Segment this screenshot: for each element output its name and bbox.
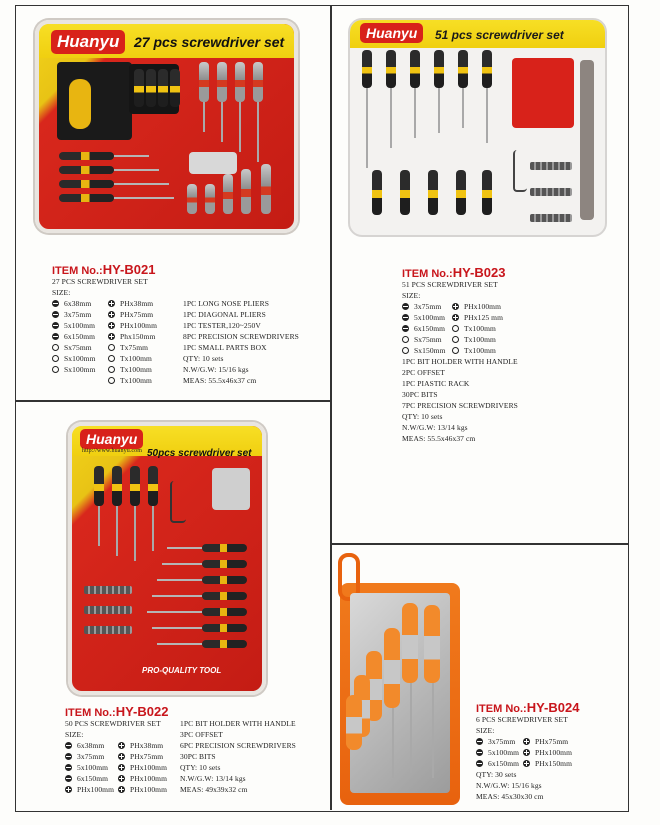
size-label-b023: SIZE: — [402, 291, 421, 300]
spec-line: PHx100mm — [118, 762, 167, 773]
brand-logo-b023: Huanyu — [360, 23, 423, 43]
ph-bit-icon — [452, 303, 459, 310]
slot-bit-icon — [65, 753, 72, 760]
spec-line: PHx75mm — [108, 309, 157, 320]
brand-logo-b022: Huanyu — [80, 429, 143, 449]
spec-line: PHx100mm — [523, 747, 572, 758]
brand-url-b022: http://www.huanyu.com — [82, 448, 143, 454]
spec-line: Sx75mm — [52, 342, 96, 353]
spec-line: N.W/G.W: 15/16 kgs — [476, 781, 542, 790]
ph-bit-icon — [108, 300, 115, 307]
tx-bit-icon — [108, 366, 115, 373]
sx-bit-icon — [52, 366, 59, 373]
product-title-b022: 50pcs screwdriver set — [147, 448, 252, 459]
product-image-b023 — [348, 18, 607, 237]
size-col2-b024 — [523, 736, 572, 769]
spec-line: N.W/G.W: 13/14 kgs — [180, 774, 246, 783]
column-divider — [330, 5, 332, 810]
slot-bit-icon — [52, 300, 59, 307]
item-number-b023: ITEM No.:HY-B023 — [402, 265, 506, 280]
spec-line: QTY: 30 sets — [476, 770, 517, 779]
product-name-b021: 27 PCS SCREWDRIVER SET — [52, 277, 148, 286]
spec-line: 6x150mm — [476, 758, 519, 769]
contents-b021 — [183, 298, 299, 386]
product-name-b023: 51 PCS SCREWDRIVER SET — [402, 280, 498, 289]
size-col2-b021 — [108, 298, 157, 386]
product-title-b023: 51 pcs screwdriver set — [435, 28, 564, 42]
spec-line: 1PC SMALL PARTS BOX — [183, 343, 267, 352]
pliers-icon — [69, 79, 91, 129]
ph-bit-icon — [65, 786, 72, 793]
ph-bit-icon — [118, 775, 125, 782]
spec-line: N.W/G.W: 13/14 kgs — [402, 423, 468, 432]
spec-line: 6PC PRECISION SCREWDRIVERS — [180, 741, 296, 750]
slot-bit-icon — [52, 311, 59, 318]
right-row-divider — [330, 543, 628, 545]
slot-bit-icon — [65, 775, 72, 782]
spec-line: Tx100mm — [108, 364, 157, 375]
spec-line: 1PC BIT HOLDER WITH HANDLE — [180, 719, 296, 728]
spec-line: MEAS: 49x39x32 cm — [180, 785, 248, 794]
spec-line: 3x75mm — [402, 301, 446, 312]
product-image-b024 — [340, 583, 460, 805]
tx-bit-icon — [108, 344, 115, 351]
slot-bit-icon — [65, 742, 72, 749]
ph-bit-icon — [452, 314, 459, 321]
slot-bit-icon — [402, 325, 409, 332]
spec-line: Tx100mm — [452, 334, 503, 345]
spec-line: 3x75mm — [476, 736, 519, 747]
precision-driver-case — [212, 468, 250, 510]
spec-line: QTY: 10 sets — [180, 763, 221, 772]
spec-line: Tx100mm — [452, 345, 503, 356]
spec-line: 6x38mm — [65, 740, 114, 751]
spec-line: 1PC BIT HOLDER WITH HANDLE — [402, 357, 518, 366]
spec-line: Tx75mm — [108, 342, 157, 353]
contents-b024 — [476, 769, 544, 802]
sx-bit-icon — [52, 355, 59, 362]
size-col2-b022 — [118, 740, 167, 795]
spec-line: Phx150mm — [108, 331, 157, 342]
tx-bit-icon — [452, 336, 459, 343]
left-row-divider — [15, 400, 331, 402]
spec-line: 2PC OFFSET — [402, 368, 445, 377]
size-label-b024: SIZE: — [476, 726, 495, 735]
slot-bit-icon — [476, 738, 483, 745]
tx-bit-icon — [452, 347, 459, 354]
item-number-b024: ITEM No.:HY-B024 — [476, 700, 580, 715]
spec-line: 5x100mm — [402, 312, 446, 323]
spec-line: 6x150mm — [52, 331, 96, 342]
spec-line: 6x38mm — [52, 298, 96, 309]
slot-bit-icon — [476, 749, 483, 756]
spec-line: QTY: 10 sets — [183, 354, 224, 363]
spec-line: Sx100mm — [52, 364, 96, 375]
item-number-b022: ITEM No.:HY-B022 — [65, 704, 169, 719]
spec-line: PHx100mm — [65, 784, 114, 795]
product-name-b024: 6 PCS SCREWDRIVER SET — [476, 715, 568, 724]
spec-line: 6x150mm — [402, 323, 446, 334]
spec-line: 7PC PRECISION SCREWDRIVERS — [402, 401, 518, 410]
spec-line: Sx100mm — [52, 353, 96, 364]
spec-line: N.W/G.W: 15/16 kgs — [183, 365, 249, 374]
spec-line: 1PC LONG NOSE PLIERS — [183, 299, 269, 308]
spec-line: 3x75mm — [52, 309, 96, 320]
spec-line: MEAS: 55.5x46x37 cm — [402, 434, 476, 443]
offset-driver — [513, 150, 527, 192]
spec-line: PHx100mm — [452, 301, 503, 312]
spec-line: PHx38mm — [108, 298, 157, 309]
spec-line: Tx100mm — [108, 375, 157, 386]
product-image-b022 — [68, 422, 266, 695]
contents-b023 — [402, 356, 518, 444]
product-title-b021: 27 pcs screwdriver set — [134, 34, 285, 50]
spec-line: 1PC TESTER,120~250V — [183, 321, 261, 330]
product-image-b021 — [35, 20, 298, 233]
spec-line: 30PC BITS — [180, 752, 216, 761]
bit-holder — [580, 60, 594, 220]
tx-bit-icon — [452, 325, 459, 332]
spec-line: 1PC PIASTIC RACK — [402, 379, 470, 388]
small-parts-box — [189, 152, 237, 174]
contents-b022 — [180, 718, 296, 795]
product-name-b022: 50 PCS SCREWDRIVER SET — [65, 719, 161, 728]
ph-bit-icon — [118, 753, 125, 760]
slot-bit-icon — [65, 764, 72, 771]
size-label-b021: SIZE: — [52, 288, 71, 297]
ph-bit-icon — [523, 760, 530, 767]
spec-line: PHx150mm — [523, 758, 572, 769]
tagline-b022: PRO-QUALITY TOOL — [142, 666, 222, 675]
slot-bit-icon — [52, 333, 59, 340]
spec-line: QTY: 10 sets — [402, 412, 443, 421]
spec-line: 8PC PRECISION SCREWDRIVERS — [183, 332, 299, 341]
offset-driver — [170, 481, 186, 523]
spec-line: PHx100mm — [118, 773, 167, 784]
spec-line: Tx100mm — [452, 323, 503, 334]
brand-logo-b021: Huanyu — [51, 30, 125, 54]
ph-bit-icon — [523, 738, 530, 745]
tx-bit-icon — [108, 355, 115, 362]
sx-bit-icon — [402, 347, 409, 354]
size-col1-b024 — [476, 736, 519, 769]
spec-line: PHx75mm — [118, 751, 167, 762]
spec-line: PHx100mm — [118, 784, 167, 795]
ph-bit-icon — [118, 786, 125, 793]
size-label-b022: SIZE: — [65, 730, 84, 739]
spec-line: Sx150mm — [402, 345, 446, 356]
spec-line: Tx100mm — [108, 353, 157, 364]
spec-line: MEAS: 45x30x30 cm — [476, 792, 544, 801]
slot-bit-icon — [402, 314, 409, 321]
spec-line: PHx75mm — [523, 736, 572, 747]
size-col2-b023 — [452, 301, 503, 356]
item-number-b021: ITEM No.:HY-B021 — [52, 262, 156, 277]
slot-bit-icon — [52, 322, 59, 329]
spec-line: 30PC BITS — [402, 390, 438, 399]
size-col1-b022 — [65, 740, 114, 795]
tx-bit-icon — [108, 377, 115, 384]
spec-line: Sx75mm — [402, 334, 446, 345]
spec-line: MEAS: 55.5x46x37 cm — [183, 376, 257, 385]
ph-bit-icon — [523, 749, 530, 756]
slot-bit-icon — [402, 303, 409, 310]
spec-line: PHx38mm — [118, 740, 167, 751]
ph-bit-icon — [108, 311, 115, 318]
spec-line: 1PC DIAGONAL PLIERS — [183, 310, 266, 319]
sx-bit-icon — [402, 336, 409, 343]
spec-line: PHx100mm — [108, 320, 157, 331]
ph-bit-icon — [108, 333, 115, 340]
spec-line: 5x100mm — [476, 747, 519, 758]
ph-bit-icon — [118, 742, 125, 749]
spec-line: 5x100mm — [65, 762, 114, 773]
sx-bit-icon — [52, 344, 59, 351]
size-col1-b023 — [402, 301, 446, 356]
spec-line: 6x150mm — [65, 773, 114, 784]
ph-bit-icon — [108, 322, 115, 329]
spec-line: PHx125 mm — [452, 312, 503, 323]
ph-bit-icon — [118, 764, 125, 771]
spec-line: 3PC OFFSET — [180, 730, 223, 739]
spec-line: 5x100mm — [52, 320, 96, 331]
size-col1-b021 — [52, 298, 96, 375]
spec-line: 3x75mm — [65, 751, 114, 762]
precision-driver-rack — [512, 58, 574, 128]
slot-bit-icon — [476, 760, 483, 767]
